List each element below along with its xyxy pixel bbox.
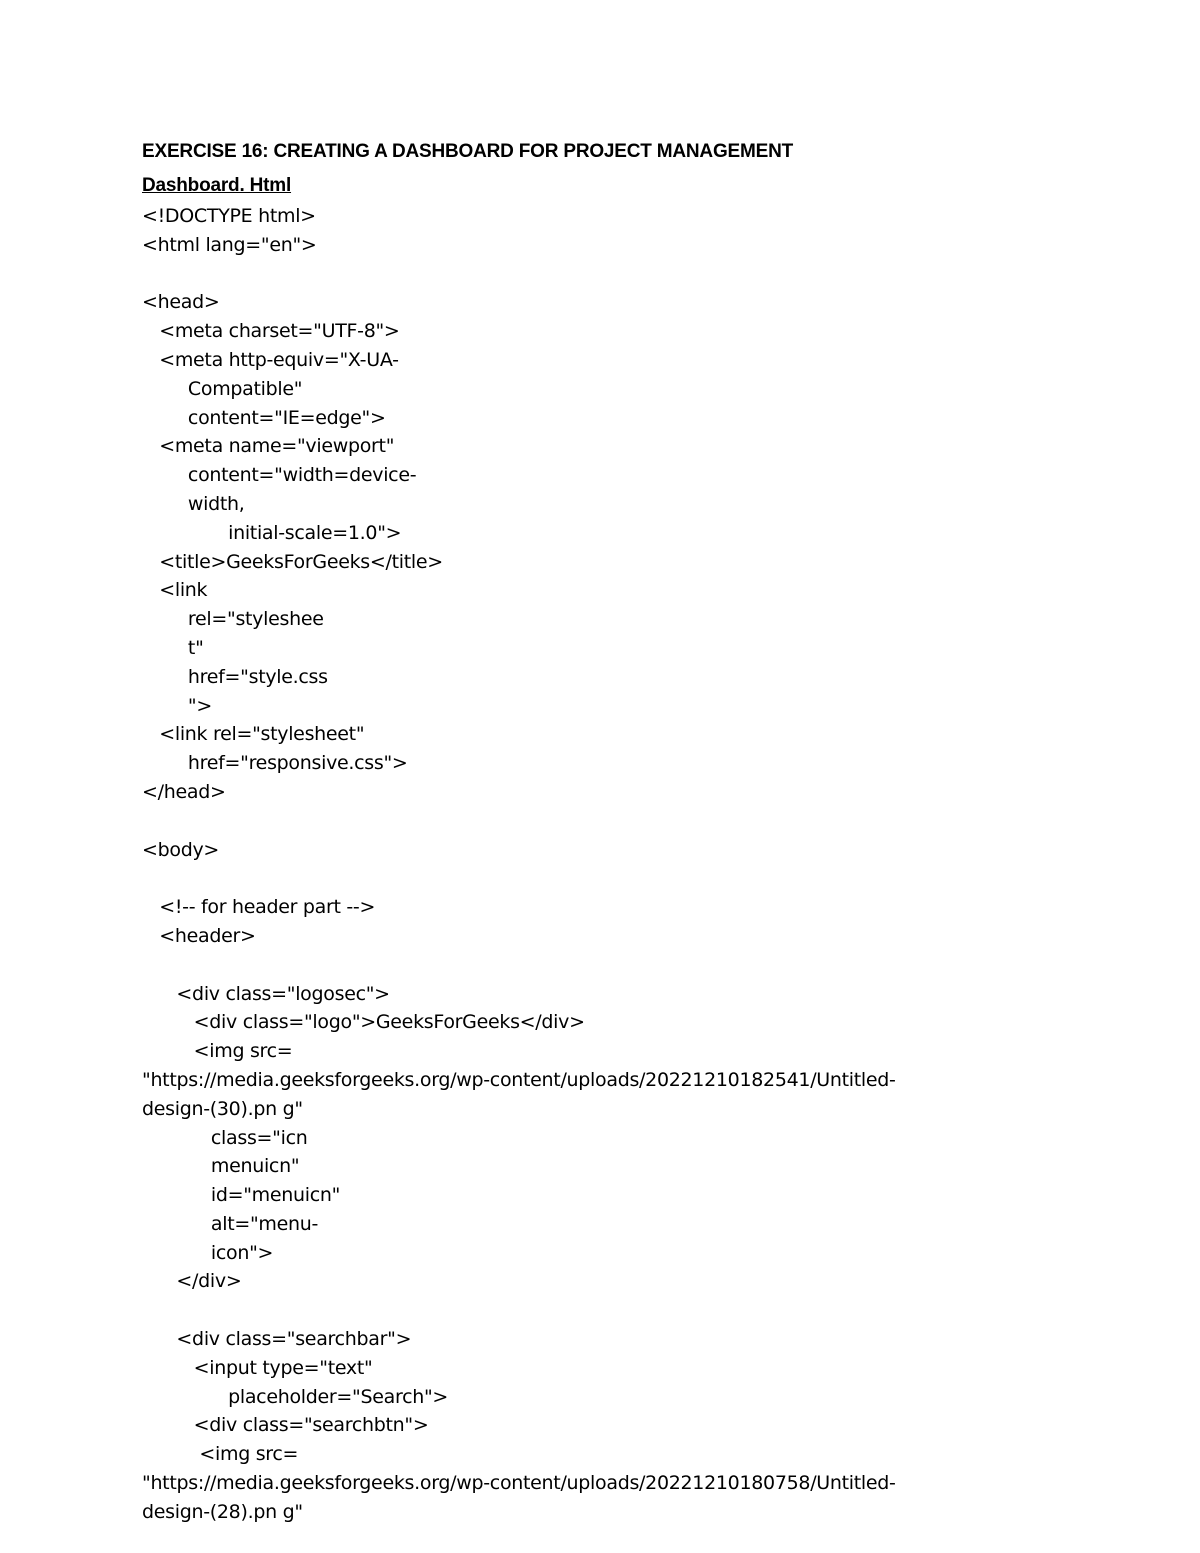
exercise-title: EXERCISE 16: CREATING A DASHBOARD FOR PROJECT MANAGEMENT [142,141,794,162]
code-line [142,864,896,893]
code-line: <img src= [142,1040,293,1063]
code-line: width, [142,492,245,515]
code-line: <header> [142,924,256,947]
code-line: <img src= [142,1443,299,1466]
code-line: design-(30).pn g" [142,1097,303,1120]
code-line: <!DOCTYPE html> [142,205,316,227]
code-line: <div class="logosec"> [142,982,390,1005]
code-line: </div> [142,1270,242,1293]
file-heading: Dashboard. Html [142,175,292,196]
code-line: design-(28).pn g" [142,1500,303,1523]
code-line: <head> [142,291,220,314]
code-line: <html lang="en"> [142,233,317,256]
code-line: <body> [142,838,220,861]
code-line: <input type="text" [142,1356,373,1379]
code-line: </head> [142,780,226,803]
code-line: initial-scale=1.0"> [142,521,402,544]
code-line: <link [142,579,208,602]
code-line: "https://media.geeksforgeeks.org/wp-content/uploads/20221210180758/Untitled- [142,1472,896,1495]
code-line: <link rel="stylesheet" [142,723,365,746]
code-line [142,807,896,836]
code-line: icon"> [142,1241,274,1264]
code-line: href="responsive.css"> [142,752,408,775]
code-line: <meta charset="UTF-8"> [142,320,400,343]
code-line: <div class="logo">GeeksForGeeks</div> [142,1011,585,1034]
code-line [142,951,896,980]
code-line: <title>GeeksForGeeks</title> [142,550,443,573]
code-line: Compatible" [142,377,303,400]
code-line: content="width=device- [142,464,417,487]
code-line: <div class="searchbtn"> [142,1414,429,1437]
code-line: "https://media.geeksforgeeks.org/wp-content/uploads/20221210182541/Untitled- [142,1068,896,1091]
code-line: content="IE=edge"> [142,406,386,429]
code-line [142,1296,896,1325]
code-line: menuicn" [142,1155,300,1178]
code-line: t" [142,636,204,659]
code-line: class="icn [142,1126,308,1149]
code-line: <!-- for header part --> [142,896,376,919]
code-line: href="style.css [142,665,328,688]
code-listing [142,202,896,1527]
code-line [142,260,896,289]
code-line: alt="menu- [142,1212,319,1235]
code-line: <meta http-equiv="X-UA- [142,348,399,371]
code-line: <div class="searchbar"> [142,1328,412,1351]
code-line: rel="styleshee [142,608,324,631]
code-line: "> [142,694,212,717]
code-line: placeholder="Search"> [142,1385,449,1408]
code-line: <meta name="viewport" [142,435,395,458]
code-line: id="menuicn" [142,1184,341,1207]
